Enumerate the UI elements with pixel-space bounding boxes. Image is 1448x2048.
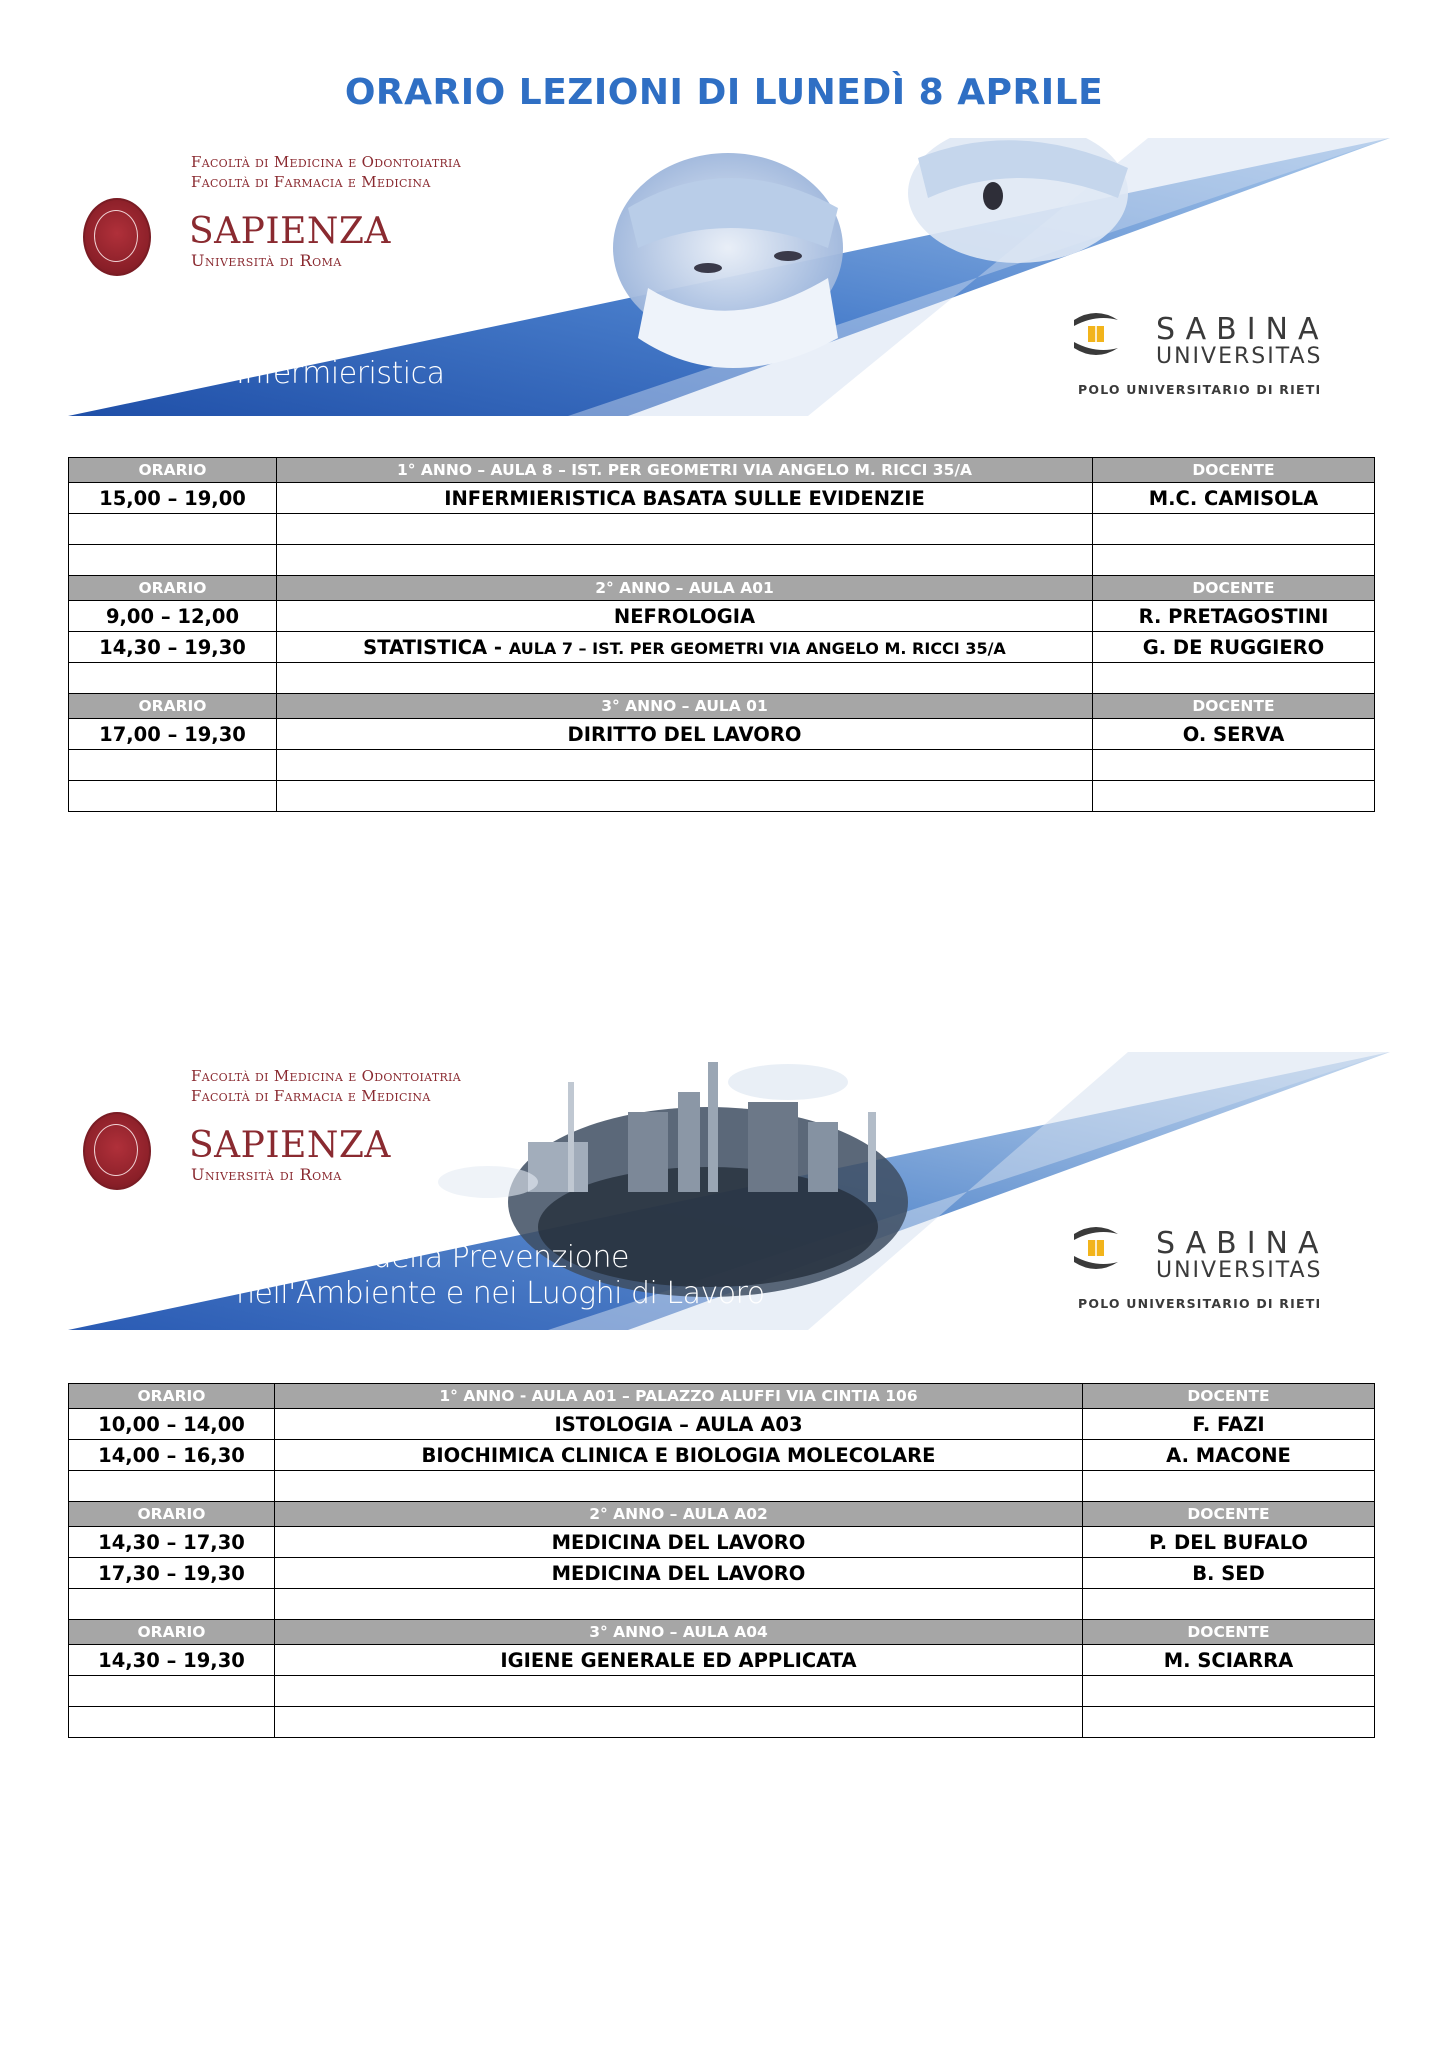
year-title: 3° ANNO – AULA A04 — [275, 1620, 1083, 1645]
lesson-subject: MEDICINA DEL LAVORO — [275, 1527, 1083, 1558]
table-row — [69, 1440, 1375, 1471]
empty-row — [69, 1707, 1375, 1738]
faculty-line-1: Facoltà di Medicina e Odontoiatria — [191, 153, 461, 171]
table-row — [69, 1558, 1375, 1589]
empty-row — [69, 1589, 1375, 1620]
lesson-subject-main: STATISTICA - — [363, 635, 509, 659]
table-row — [69, 632, 1375, 663]
lesson-teacher: G. DE RUGGIERO — [1093, 632, 1375, 663]
lesson-subject: ISTOLOGIA – AULA A03 — [275, 1409, 1083, 1440]
table-row — [69, 719, 1375, 750]
teacher-header: DOCENTE — [1093, 694, 1375, 719]
lesson-time: 15,00 – 19,00 — [69, 483, 277, 514]
partner-name: SABINA — [1156, 1226, 1329, 1261]
banner-infermieristica — [68, 138, 1390, 418]
teacher-header: DOCENTE — [1083, 1502, 1375, 1527]
sabina-book-icon — [1066, 1224, 1126, 1272]
year-header — [69, 458, 1375, 483]
teacher-header: DOCENTE — [1093, 458, 1375, 483]
time-header: ORARIO — [69, 694, 277, 719]
lesson-time: 10,00 – 14,00 — [69, 1409, 275, 1440]
lesson-subject: MEDICINA DEL LAVORO — [275, 1558, 1083, 1589]
schedule-table-infermieristica — [68, 457, 1375, 812]
year-header — [69, 694, 1375, 719]
time-header: ORARIO — [69, 1502, 275, 1527]
time-header: ORARIO — [69, 1384, 275, 1409]
university-name: SAPIENZA — [189, 1125, 391, 1166]
lesson-teacher: M.C. CAMISOLA — [1093, 483, 1375, 514]
partner-name: SABINA — [1156, 312, 1329, 347]
year-header — [69, 1620, 1375, 1645]
time-header: ORARIO — [69, 1620, 275, 1645]
lesson-subject — [277, 632, 1093, 663]
lesson-time: 17,30 – 19,30 — [69, 1558, 275, 1589]
university-name: SAPIENZA — [189, 211, 391, 252]
empty-row — [69, 514, 1375, 545]
empty-row — [69, 750, 1375, 781]
lesson-subject: DIRITTO DEL LAVORO — [277, 719, 1093, 750]
empty-row — [69, 1676, 1375, 1707]
teacher-header: DOCENTE — [1083, 1620, 1375, 1645]
teacher-header: DOCENTE — [1083, 1384, 1375, 1409]
sabina-logo — [1066, 1224, 1366, 1314]
schedule-table-tecniche-prevenzione — [68, 1383, 1375, 1738]
year-title: 2° ANNO – AULA A02 — [275, 1502, 1083, 1527]
lesson-subject: IGIENE GENERALE ED APPLICATA — [275, 1645, 1083, 1676]
lesson-subject: BIOCHIMICA CLINICA E BIOLOGIA MOLECOLARE — [275, 1440, 1083, 1471]
partner-subtitle: UNIVERSITAS — [1156, 1258, 1323, 1283]
table-row — [69, 1409, 1375, 1440]
lesson-time: 14,00 – 16,30 — [69, 1440, 275, 1471]
table-row — [69, 483, 1375, 514]
year-title: 1° ANNO – AULA 8 – IST. PER GEOMETRI VIA ANGELO M. RICCI 35/A — [277, 458, 1093, 483]
faculty-line-2: Facoltà di Farmacia e Medicina — [191, 173, 431, 191]
empty-row — [69, 545, 1375, 576]
time-header: ORARIO — [69, 576, 277, 601]
sabina-logo — [1066, 310, 1366, 400]
year-title: 3° ANNO – AULA 01 — [277, 694, 1093, 719]
year-header — [69, 576, 1375, 601]
university-subtitle: Università di Roma — [191, 251, 342, 270]
university-subtitle: Università di Roma — [191, 1165, 342, 1184]
partner-polo: POLO UNIVERSITARIO DI RIETI — [1078, 382, 1322, 397]
empty-row — [69, 781, 1375, 812]
empty-row — [69, 1471, 1375, 1502]
sapienza-seal-icon — [83, 198, 151, 276]
lesson-time: 17,00 – 19,30 — [69, 719, 277, 750]
lesson-teacher: F. FAZI — [1083, 1409, 1375, 1440]
lesson-teacher: O. SERVA — [1093, 719, 1375, 750]
teacher-header: DOCENTE — [1093, 576, 1375, 601]
lesson-time: 14,30 – 17,30 — [69, 1527, 275, 1558]
lesson-teacher: B. SED — [1083, 1558, 1375, 1589]
course-name-line-1: Tecniche della Prevenzione — [238, 1240, 629, 1275]
sapienza-seal-icon — [83, 1112, 151, 1190]
table-row — [69, 1527, 1375, 1558]
lesson-subject: NEFROLOGIA — [277, 601, 1093, 632]
lesson-teacher: R. PRETAGOSTINI — [1093, 601, 1375, 632]
sabina-book-icon — [1066, 310, 1126, 358]
lesson-subject: INFERMIERISTICA BASATA SULLE EVIDENZIE — [277, 483, 1093, 514]
lesson-teacher: P. DEL BUFALO — [1083, 1527, 1375, 1558]
course-name-line-2: nell'Ambiente e nei Luoghi di Lavoro — [236, 1276, 765, 1311]
page-title: ORARIO LEZIONI DI LUNEDÌ 8 APRILE — [344, 72, 1104, 113]
year-title: 2° ANNO – AULA A01 — [277, 576, 1093, 601]
table-row — [69, 1645, 1375, 1676]
banner-tecniche-prevenzione — [68, 1052, 1390, 1332]
time-header: ORARIO — [69, 458, 277, 483]
lesson-time: 9,00 – 12,00 — [69, 601, 277, 632]
table-row — [69, 601, 1375, 632]
lesson-time: 14,30 – 19,30 — [69, 632, 277, 663]
course-name: Infermieristica — [236, 356, 445, 391]
lesson-time: 14,30 – 19,30 — [69, 1645, 275, 1676]
faculty-line-2: Facoltà di Farmacia e Medicina — [191, 1087, 431, 1105]
partner-subtitle: UNIVERSITAS — [1156, 344, 1323, 369]
year-title: 1° ANNO - AULA A01 – PALAZZO ALUFFI VIA CINTIA 106 — [275, 1384, 1083, 1409]
year-header — [69, 1502, 1375, 1527]
empty-row — [69, 663, 1375, 694]
lesson-teacher: A. MACONE — [1083, 1440, 1375, 1471]
faculty-line-1: Facoltà di Medicina e Odontoiatria — [191, 1067, 461, 1085]
year-header — [69, 1384, 1375, 1409]
lesson-room-note: AULA 7 – IST. PER GEOMETRI VIA ANGELO M. RICCI 35/A — [508, 638, 1006, 658]
partner-polo: POLO UNIVERSITARIO DI RIETI — [1078, 1296, 1322, 1311]
lesson-teacher: M. SCIARRA — [1083, 1645, 1375, 1676]
